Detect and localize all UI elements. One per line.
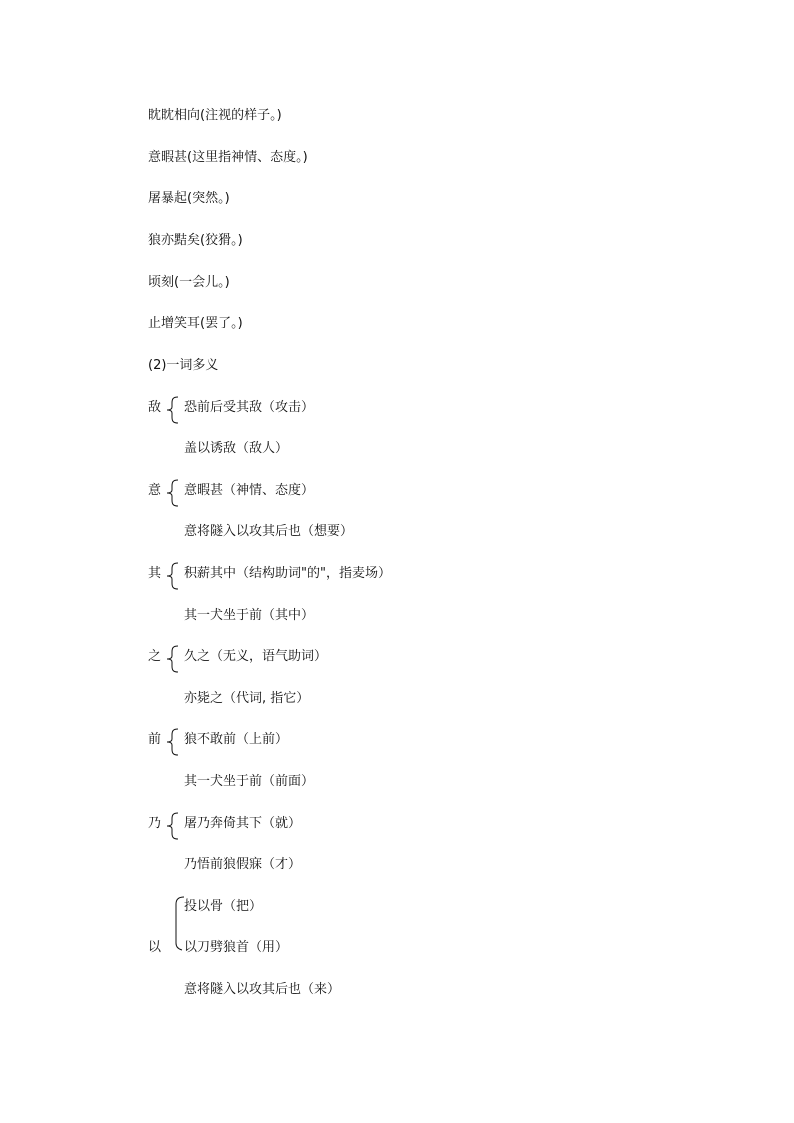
polysemy-head: 敌 — [148, 400, 162, 415]
polysemy-second: 盖以诱敌（敌人） — [184, 441, 289, 456]
section-title: (2)一词多义 — [148, 358, 219, 373]
polysemy-head: 以 — [148, 940, 162, 955]
vocab-line: 狼亦黠矣(狡猾。) — [148, 233, 243, 248]
polysemy-head: 其 — [148, 566, 162, 581]
polysemy-first: 积薪其中（结构助词"的"，指麦场） — [184, 566, 391, 581]
polysemy-head: 前 — [148, 732, 162, 747]
yi-item: 意将隧入以攻其后也（来） — [184, 982, 341, 997]
polysemy-second: 其一犬坐于前（其中） — [184, 608, 315, 623]
yi-item: 投以骨（把） — [184, 899, 263, 914]
polysemy-first: 屠乃奔倚其下（就） — [184, 816, 302, 831]
polysemy-second: 亦毙之（代词, 指它） — [184, 691, 310, 706]
polysemy-first: 狼不敢前（上前） — [184, 732, 289, 747]
polysemy-first: 久之（无义，语气助词） — [184, 649, 328, 664]
vocab-line: 屠暴起(突然。) — [148, 191, 230, 206]
curly-brace-icon — [164, 644, 180, 674]
yi-item: 以刀劈狼首（用） — [184, 940, 289, 955]
polysemy-second: 乃悟前狼假寐（才） — [184, 857, 302, 872]
curly-brace-icon — [164, 811, 180, 841]
curly-brace-icon — [164, 727, 180, 757]
polysemy-first: 意暇甚（神情、态度） — [184, 483, 315, 498]
curly-brace-icon — [164, 478, 180, 508]
vocab-line: 眈眈相向(注视的样子。) — [148, 108, 282, 123]
vocab-line: 止增笑耳(罢了。) — [148, 316, 243, 331]
polysemy-head: 意 — [148, 483, 162, 498]
polysemy-first: 恐前后受其敌（攻击） — [184, 400, 315, 415]
curly-brace-icon — [164, 395, 180, 425]
curly-brace-icon — [164, 561, 180, 591]
vocab-line: 顷刻(一会儿。) — [148, 275, 230, 290]
polysemy-second: 意将隧入以攻其后也（想要） — [184, 524, 354, 539]
polysemy-head: 乃 — [148, 816, 162, 831]
polysemy-head: 之 — [148, 649, 162, 664]
vocab-line: 意暇甚(这里指神情、态度。) — [148, 150, 308, 165]
polysemy-second: 其一犬坐于前（前面） — [184, 774, 315, 789]
